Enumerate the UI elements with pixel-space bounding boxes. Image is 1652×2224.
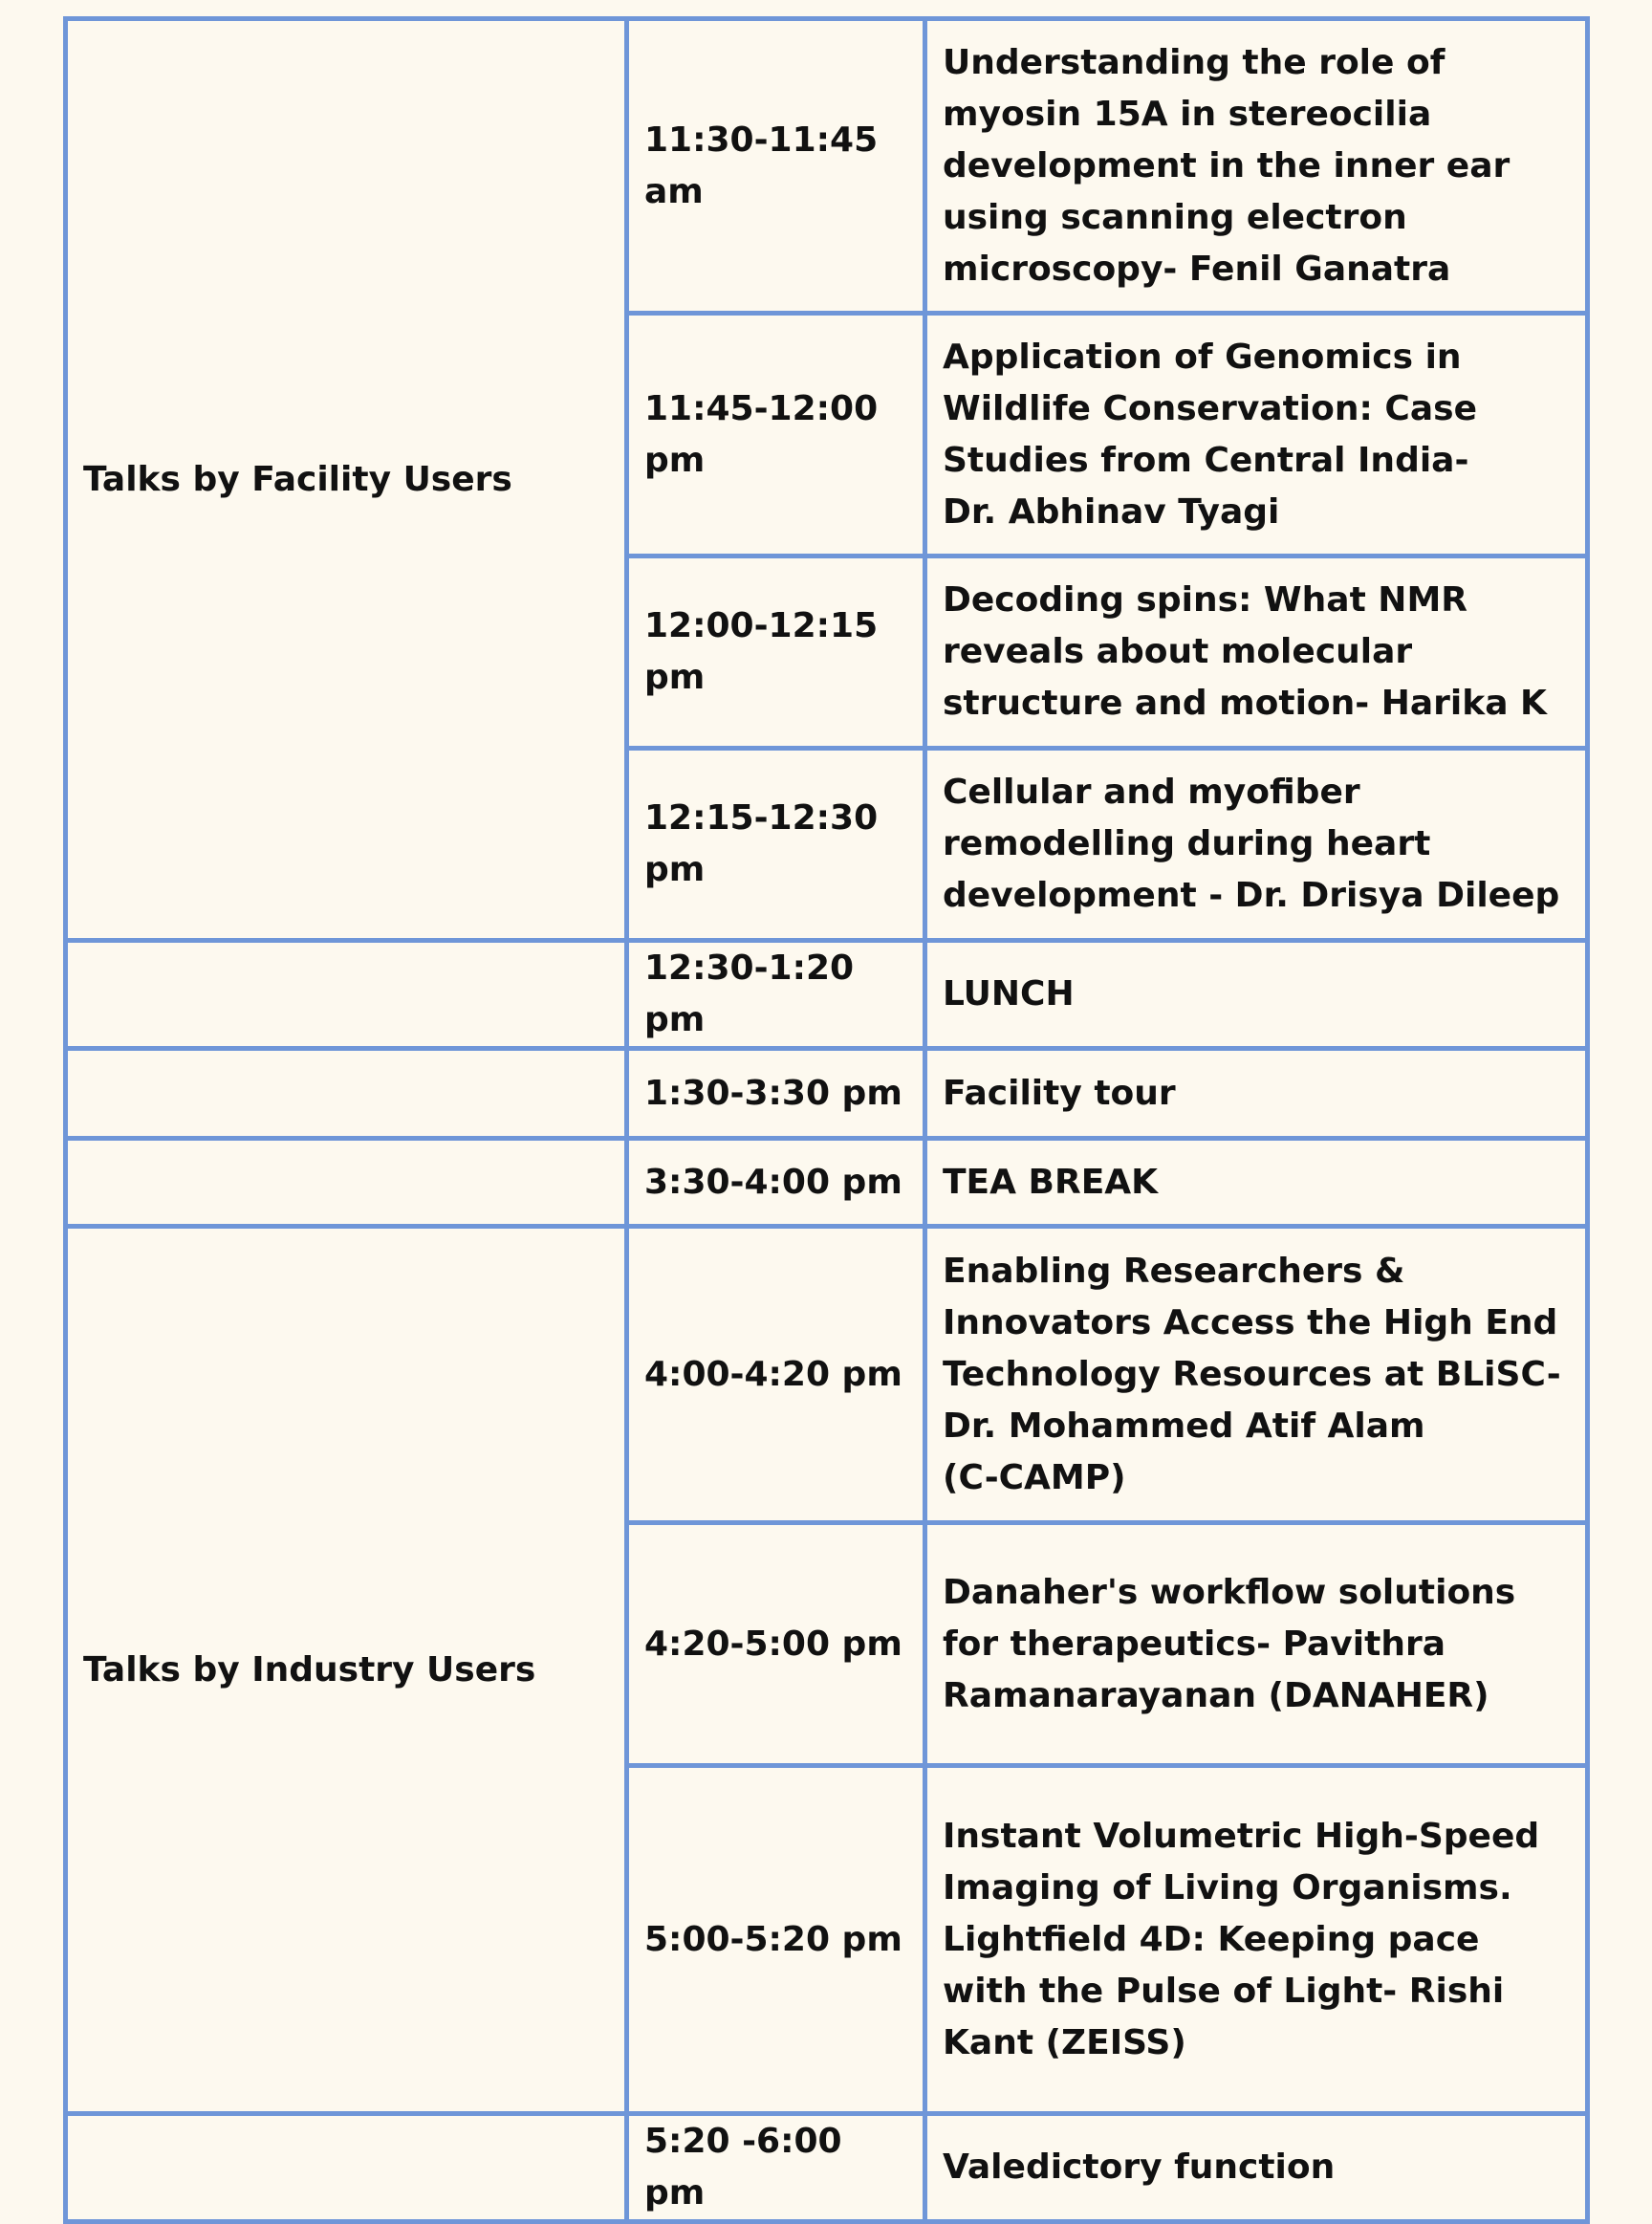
table-row xyxy=(66,19,1588,314)
topic-label: Application of Genomics in Wildlife Conservation: Case Studies from Central India- Dr. Abhinav Tyagi xyxy=(943,337,1477,532)
topic-cell xyxy=(925,1523,1588,1766)
time-label: 12:00-12:15 pm xyxy=(644,606,879,697)
time-label: 12:30-1:20 pm xyxy=(644,948,855,1039)
topic-cell xyxy=(925,1766,1588,2114)
topic-label: LUNCH xyxy=(943,974,1075,1014)
topic-label: Instant Volumetric High-Speed Imaging of Living Organisms. Lightfield 4D: Keeping pace with the Pulse of Light- Rishi Kant (ZEISS) xyxy=(943,1816,1540,2062)
time-label: 5:20 -6:00 pm xyxy=(644,2122,842,2213)
empty-section-cell xyxy=(66,941,627,1049)
time-label: 12:15-12:30 pm xyxy=(644,798,879,889)
topic-cell xyxy=(925,314,1588,556)
time-cell xyxy=(627,1523,925,1766)
section-facility-users xyxy=(66,19,627,941)
section-industry-users xyxy=(66,1227,627,2114)
time-cell xyxy=(627,314,925,556)
topic-label: Cellular and myofiber remodelling during heart development - Dr. Drisya Dileep xyxy=(943,773,1560,915)
time-label: 11:45-12:00 pm xyxy=(644,388,879,480)
time-label: 11:30-11:45 am xyxy=(644,120,879,211)
topic-label: Danaher's workflow solutions for therapeutics- Pavithra Ramanarayanan (DANAHER) xyxy=(943,1572,1516,1715)
topic-label: Enabling Researchers & Innovators Access the High End Technology Resources at BLiSC- Dr. Mohammed Atif Alam (C-CAMP) xyxy=(943,1251,1561,1497)
table-row xyxy=(66,1049,1588,1139)
table-row xyxy=(66,2114,1588,2222)
time-label: 5:00-5:20 pm xyxy=(644,1919,902,1959)
time-cell xyxy=(627,19,925,314)
topic-label: Understanding the role of myosin 15A in stereocilia development in the inner ear using scanning electron microscopy- Fenil Ganatra xyxy=(943,42,1511,289)
time-cell xyxy=(627,556,925,749)
time-cell xyxy=(627,1227,925,1523)
time-cell xyxy=(627,749,925,941)
time-label: 3:30-4:00 pm xyxy=(644,1162,902,1202)
topic-label: Facility tour xyxy=(943,1073,1176,1113)
time-cell xyxy=(627,2114,925,2222)
table-row xyxy=(66,1227,1588,1523)
time-label: 4:20-5:00 pm xyxy=(644,1624,902,1664)
topic-cell xyxy=(925,941,1588,1049)
topic-cell xyxy=(925,556,1588,749)
topic-cell xyxy=(925,19,1588,314)
time-label: 4:00-4:20 pm xyxy=(644,1354,902,1394)
section-label: Talks by Facility Users xyxy=(83,459,512,499)
table-row xyxy=(66,941,1588,1049)
section-label: Talks by Industry Users xyxy=(83,1649,536,1690)
time-cell xyxy=(627,1049,925,1139)
topic-label: Valedictory function xyxy=(943,2148,1336,2187)
topic-cell xyxy=(925,1227,1588,1523)
time-cell xyxy=(627,1766,925,2114)
topic-cell xyxy=(925,749,1588,941)
table-row xyxy=(66,1139,1588,1227)
topic-cell xyxy=(925,1049,1588,1139)
empty-section-cell xyxy=(66,2114,627,2222)
time-label: 1:30-3:30 pm xyxy=(644,1073,902,1113)
time-cell xyxy=(627,941,925,1049)
topic-label: Decoding spins: What NMR reveals about molecular structure and motion- Harika K xyxy=(943,580,1547,723)
empty-section-cell xyxy=(66,1049,627,1139)
topic-cell xyxy=(925,2114,1588,2222)
time-cell xyxy=(627,1139,925,1227)
topic-cell xyxy=(925,1139,1588,1227)
topic-label: TEA BREAK xyxy=(943,1162,1159,1202)
empty-section-cell xyxy=(66,1139,627,1227)
schedule-table xyxy=(63,16,1590,2224)
